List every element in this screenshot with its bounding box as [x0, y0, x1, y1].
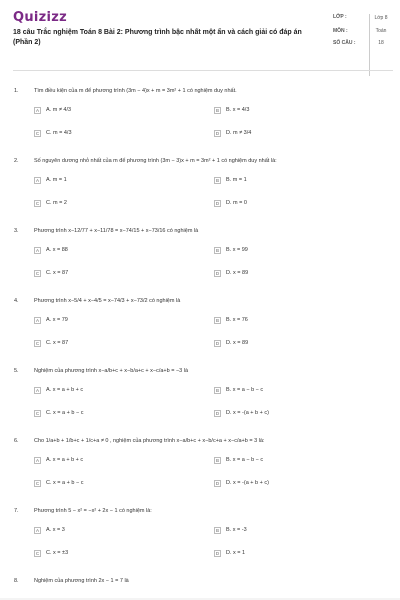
option-letter-box: B [215, 387, 219, 393]
quizizz-logo: Quizizz [13, 10, 68, 25]
option-text: C. x = 87 [46, 340, 69, 346]
option-letter-box: C [35, 550, 40, 556]
answer-option-c[interactable] [34, 478, 83, 488]
answer-option-d[interactable] [214, 408, 269, 418]
option-letter-box: A [35, 247, 39, 253]
option-text: B. x = 76 [226, 317, 248, 323]
option-letter-box: C [35, 270, 40, 276]
option-text: B. x = 99 [226, 247, 248, 253]
option-letter-box: A [35, 387, 39, 393]
question-text: Cho 1/a+b + 1/b+c + 1/c+a ≠ 0 , nghiệm của phương trình x−a/b+c + x−b/c+a + x−c/a+b = 3 là: [34, 438, 265, 444]
question-text: Nghiệm của phương trình x−a/b+c + x−b/a+c + x−c/a+b = −3 là [34, 368, 189, 374]
question-number: 7. [14, 508, 19, 514]
question-text: Phương trình x−5/4 + x−4/5 = x−74/3 + x−73/2 có nghiệm là [34, 298, 181, 304]
answer-option-b[interactable] [214, 455, 263, 465]
answer-option-a[interactable] [34, 245, 68, 255]
option-letter-box: A [35, 527, 39, 533]
option-text: A. x = a + b + c [46, 457, 84, 463]
question-text: Nghiệm của phương trình 2x − 1 = 7 là [34, 578, 129, 584]
answer-option-b[interactable] [214, 105, 249, 115]
option-letter-box: B [215, 177, 219, 183]
header-divider [13, 70, 393, 71]
option-text: D. x = 89 [226, 270, 249, 276]
answer-option-a[interactable] [34, 105, 71, 115]
answer-option-a[interactable] [34, 455, 83, 465]
answer-option-a[interactable] [34, 175, 67, 185]
option-letter-box: B [215, 107, 219, 113]
answer-option-b[interactable] [214, 385, 263, 395]
option-text: D. x = 1 [226, 550, 246, 556]
option-text: A. m = 1 [46, 177, 67, 183]
answer-option-c[interactable] [34, 128, 72, 138]
option-letter-box: C [35, 410, 40, 416]
meta-separator [369, 14, 370, 76]
answer-option-c[interactable] [34, 548, 68, 558]
answer-option-d[interactable] [214, 268, 248, 278]
question-text: Phương trình x−12/77 + x−11/78 = x−74/15 + x−73/16 có nghiệm là [34, 228, 199, 234]
option-text: C. x = a + b − c [46, 410, 84, 416]
option-letter-box: A [35, 107, 39, 113]
option-text: C. m = 4/3 [46, 130, 72, 136]
class-value: Lớp 8 [374, 15, 388, 21]
option-letter-box: D [215, 130, 220, 136]
option-text: C. x = a + b − c [46, 480, 84, 486]
subject-value: Toán [375, 28, 387, 34]
question-text: Tìm điều kiện của m để phương trình (3m − 4)x + m = 3m² + 1 có nghiệm duy nhất. [34, 88, 237, 94]
option-text: A. x = 88 [46, 247, 68, 253]
answer-option-b[interactable] [214, 315, 248, 325]
option-letter-box: B [215, 247, 219, 253]
option-letter-box: A [35, 457, 39, 463]
option-letter-box: A [35, 317, 39, 323]
option-text: A. m ≠ 4/3 [46, 107, 72, 113]
option-text: A. x = a + b + c [46, 387, 84, 393]
option-text: A. x = 79 [46, 317, 68, 323]
answer-option-a[interactable] [34, 525, 65, 535]
meta-panel [333, 14, 393, 52]
answer-option-b[interactable] [214, 245, 248, 255]
option-letter-box: C [35, 130, 40, 136]
option-letter-box: B [215, 527, 219, 533]
option-letter-box: D [215, 340, 220, 346]
count-label: SỐ CÂU : [333, 40, 356, 46]
option-letter-box: C [35, 480, 40, 486]
option-letter-box: D [215, 410, 220, 416]
option-text: D. x = -(a + b + c) [226, 480, 269, 486]
question-number: 2. [14, 158, 19, 164]
question-number: 6. [14, 438, 19, 444]
question-text: Số nguyên dương nhỏ nhất của m để phương trình (3m − 3)x + m = 3m² + 1 có nghiệm duy nhất là: [34, 158, 277, 164]
answer-option-c[interactable] [34, 408, 83, 418]
answer-option-d[interactable] [214, 338, 248, 348]
option-text: B. x = a − b − c [226, 387, 264, 393]
option-letter-box: C [35, 340, 40, 346]
question-text: Phương trình 5 − x² = −x² + 2x − 1 có nghiệm là: [34, 508, 152, 514]
question-number: 3. [14, 228, 19, 234]
option-text: B. x = 4/3 [226, 107, 250, 113]
option-text: C. m = 2 [46, 200, 67, 206]
option-letter-box: B [215, 457, 219, 463]
option-text: D. x = -(a + b + c) [226, 410, 269, 416]
option-letter-box: B [215, 317, 219, 323]
option-letter-box: D [215, 200, 220, 206]
subject-label: MÔN : [333, 28, 348, 34]
count-value: 18 [378, 40, 384, 46]
option-text: B. x = -3 [226, 527, 247, 533]
answer-option-b[interactable] [214, 175, 247, 185]
question-number: 4. [14, 298, 19, 304]
answer-option-b[interactable] [214, 525, 247, 535]
question-number: 5. [14, 368, 19, 374]
question-number: 8. [14, 578, 19, 584]
answer-option-d[interactable] [214, 548, 245, 558]
option-text: B. m = 1 [226, 177, 247, 183]
answer-option-a[interactable] [34, 315, 68, 325]
option-letter-box: D [215, 480, 220, 486]
option-letter-box: A [35, 177, 39, 183]
answer-option-d[interactable] [214, 128, 251, 138]
option-letter-box: D [215, 270, 220, 276]
option-text: D. m ≠ 3/4 [226, 130, 252, 136]
option-text: B. x = a − b − c [226, 457, 264, 463]
answer-option-a[interactable] [34, 385, 83, 395]
answer-option-d[interactable] [214, 478, 269, 488]
option-letter-box: D [215, 550, 220, 556]
answer-option-c[interactable] [34, 338, 68, 348]
option-text: C. x = ±3 [46, 550, 69, 556]
answer-option-c[interactable] [34, 268, 68, 278]
option-letter-box: C [35, 200, 40, 206]
option-text: D. x = 89 [226, 340, 249, 346]
option-text: C. x = 87 [46, 270, 69, 276]
option-text: A. x = 3 [46, 527, 65, 533]
answer-option-c[interactable] [34, 198, 67, 208]
question-number: 1. [14, 88, 19, 94]
class-label: LỚP : [333, 14, 347, 20]
worksheet-title: 18 câu Trắc nghiệm Toán 8 Bài 2: Phương trình bậc nhất một ẩn và cách giải có đáp án (Phần 2) [13, 29, 302, 46]
answer-option-d[interactable] [214, 198, 247, 208]
option-text: D. m = 0 [226, 200, 247, 206]
